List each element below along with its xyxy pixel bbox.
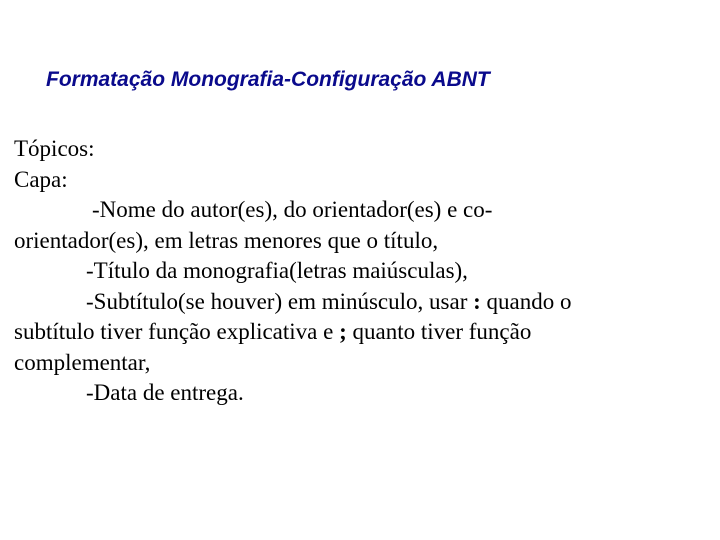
nome-line-2: orientador(es), em letras menores que o título, — [14, 227, 439, 253]
slide-content — [14, 134, 704, 409]
topics-colon: : — [88, 136, 95, 161]
subtitulo-line2-text-1: subtítulo tiver função explicativa e — [14, 319, 340, 344]
list-item-subtitulo — [14, 287, 704, 379]
subtitulo-line3: complementar, — [14, 349, 151, 375]
list-item-titulo — [14, 256, 704, 287]
titulo-text: -Título da monografia(letras maiúsculas), — [86, 258, 468, 283]
section-capa-heading: Capa: — [14, 166, 68, 192]
topics-heading — [14, 134, 704, 165]
subtitulo-semicolon: ; — [339, 319, 347, 344]
subtitulo-text-1: -Subtítulo(se houver) em minúsculo, usar — [86, 288, 474, 314]
slide-title: Formatação Monografia-Configuração ABNT — [46, 68, 490, 91]
topics-label: Tópicos — [14, 136, 89, 161]
list-item-data — [14, 378, 704, 409]
nome-line-1: -Nome do autor(es), do orientador(es) e co- — [92, 197, 493, 222]
subtitulo-colon: : — [473, 288, 481, 314]
subtitulo-text-2: quando o — [480, 288, 572, 314]
subtitulo-line2-text-2: quanto tiver função — [346, 319, 532, 344]
list-item-nome — [14, 195, 704, 256]
data-text: -Data de entrega. — [86, 380, 244, 405]
